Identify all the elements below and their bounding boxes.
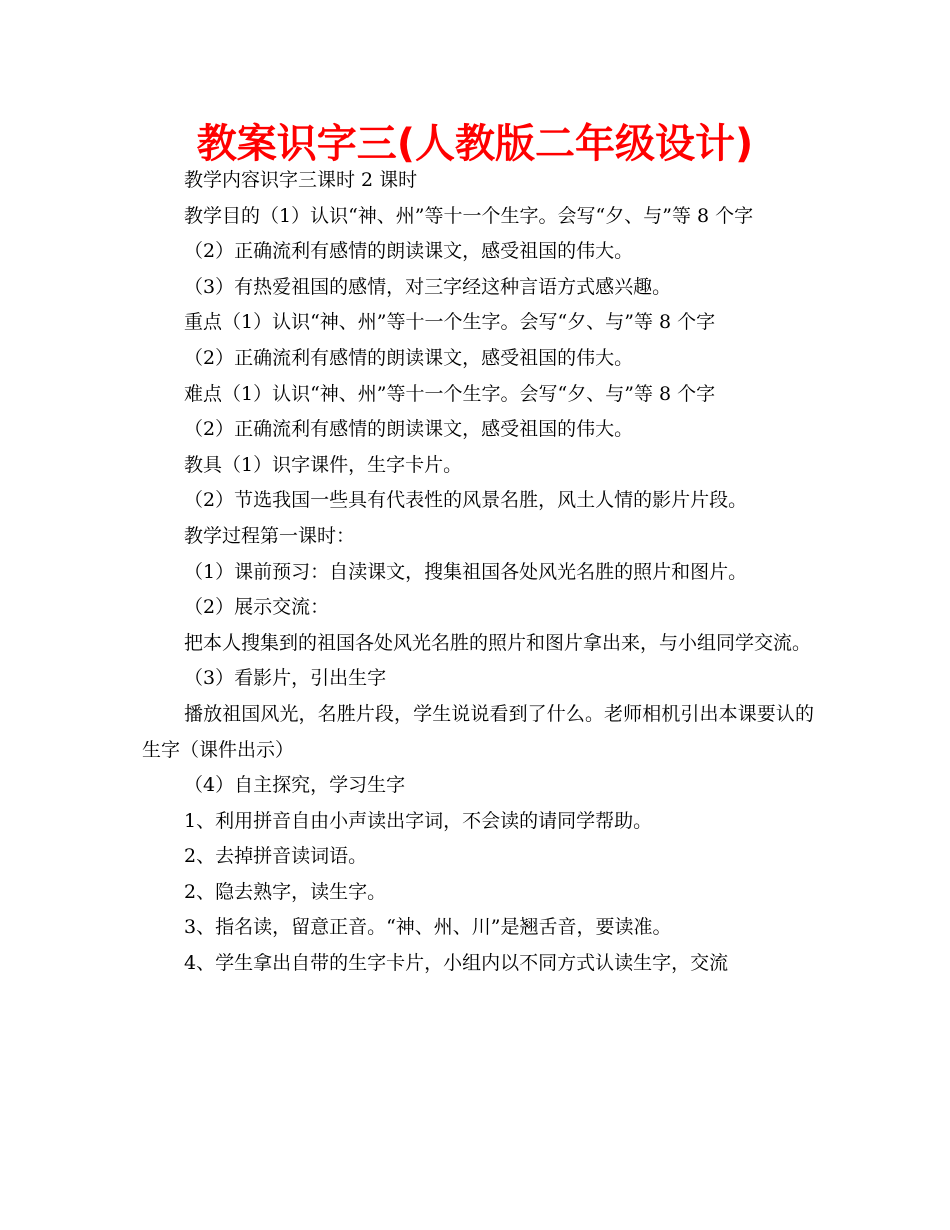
paragraph: （2）正确流利有感情的朗读课文，感受祖国的伟大。 [184, 418, 634, 441]
document-title: 教案识字三(人教版二年级设计) [196, 121, 754, 167]
paragraph: （2）正确流利有感情的朗读课文，感受祖国的伟大。 [184, 346, 634, 369]
paragraph: 1、利用拼音自由小声读出字词，不会读的请同学帮助。 [184, 809, 653, 832]
paragraph: 重点（1）认识“神、州”等十一个生字。会写“夕、与”等 8 个字 [184, 311, 716, 334]
document-body [142, 163, 814, 982]
paragraph: 3、指名读，留意正音。“神、州、川”是翘舌音，要读准。 [184, 916, 672, 939]
paragraph: （1）课前预习：自渎课文，搜集祖国各处风光名胜的照片和图片。 [184, 560, 748, 583]
paragraph: 教学内容识字三课时 2 课时 [184, 169, 418, 191]
paragraph: 把本人搜集到的祖国各处风光名胜的照片和图片拿出来，与小组同学交流。 [184, 631, 812, 654]
paragraph: （2）节选我国一些具有代表性的风景名胜，风土人情的影片片段。 [184, 489, 748, 512]
paragraph: 教学过程第一课时： [184, 524, 356, 547]
paragraph: 2、隐去熟字，读生字。 [184, 880, 387, 903]
paragraph: 难点（1）认识“神、州”等十一个生字。会写“夕、与”等 8 个字 [184, 382, 716, 405]
paragraph: 4、学生拿出自带的生字卡片，小组内以不同方式认读生字，交流 [184, 952, 729, 975]
paragraph: （3）看影片，引出生字 [184, 667, 387, 690]
paragraph: （2）展示交流： [184, 596, 330, 619]
paragraph: 教学目的（1）认识“神、州”等十一个生字。会写“夕、与”等 8 个字 [184, 204, 754, 227]
paragraph: 教具（1）识字课件，生字卡片。 [184, 453, 463, 476]
paragraph: 2、去掉拼音读词语。 [184, 845, 368, 868]
paragraph: （3）有热爱祖国的感情，对三字经这种言语方式感兴趣。 [184, 275, 672, 298]
paragraph: （4）自主探究，学习生字 [184, 774, 406, 797]
paragraph: 播放祖国风光，名胜片段，学生说说看到了什么。老师相机引出本课要认的生字（课件出示） [142, 702, 814, 761]
paragraph: （2）正确流利有感情的朗读课文，感受祖国的伟大。 [184, 240, 634, 263]
